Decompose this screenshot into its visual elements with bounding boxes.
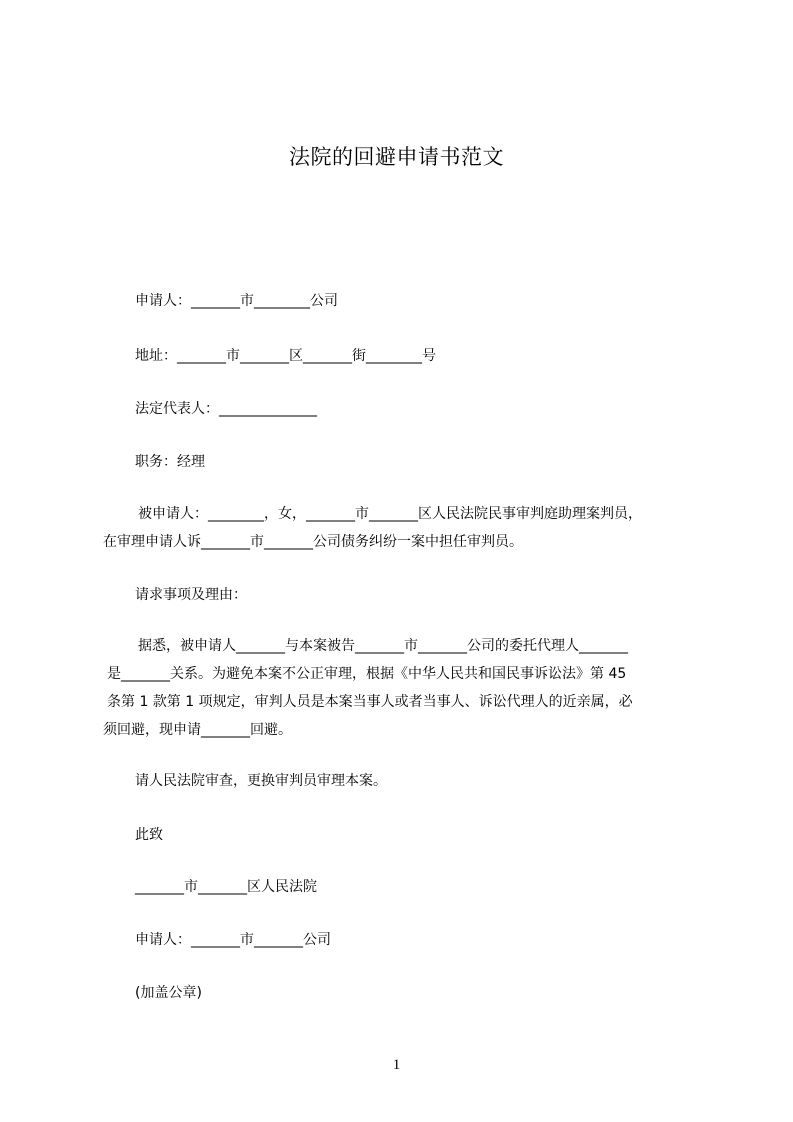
- court-line: _______市_______区人民法院: [135, 879, 317, 895]
- reason-line-1: 据悉，被申请人_______与本案被告_______市_______公司的委托代理人_______: [138, 638, 628, 654]
- request-heading: 请求事项及理由：: [135, 587, 247, 603]
- legal-representative-line: 法定代表人：______________: [135, 401, 317, 417]
- reason-line-3: 条第 1 款第 1 项规定，审判人员是本案当事人或者当事人、诉讼代理人的近亲属，必: [107, 694, 633, 710]
- respondent-line-2: 在审理申请人诉_______市_______公司债务纠纷一案中担任审判员。: [103, 534, 523, 550]
- respondent-line-1: 被申请人：________，女，_______市_______区人民法院民事审判庭助理案判员，: [138, 506, 642, 522]
- closing-request: 请人民法院审查，更换审判员审理本案。: [135, 773, 387, 789]
- reason-paragraph: [103, 632, 703, 744]
- applicant-line: 申请人：_______市________公司: [135, 293, 338, 309]
- page-number: 1: [392, 1057, 401, 1073]
- reason-line-4: 须回避，现申请_______回避。: [103, 722, 292, 738]
- respondent-paragraph: [103, 500, 703, 556]
- salutation: 此致: [135, 827, 163, 843]
- seal-note: (加盖公章): [135, 985, 202, 1001]
- reason-line-2: 是_______关系。为避免本案不公正审理，根据《中华人民共和国民事诉讼法》第 45: [107, 666, 627, 682]
- address-line: 地址：_______市_______区_______街________号: [135, 348, 436, 364]
- position-line: 职务：经理: [135, 454, 205, 470]
- document-title: 法院的回避申请书范文: [289, 145, 504, 169]
- signature-line: 申请人：_______市_______公司: [135, 932, 331, 948]
